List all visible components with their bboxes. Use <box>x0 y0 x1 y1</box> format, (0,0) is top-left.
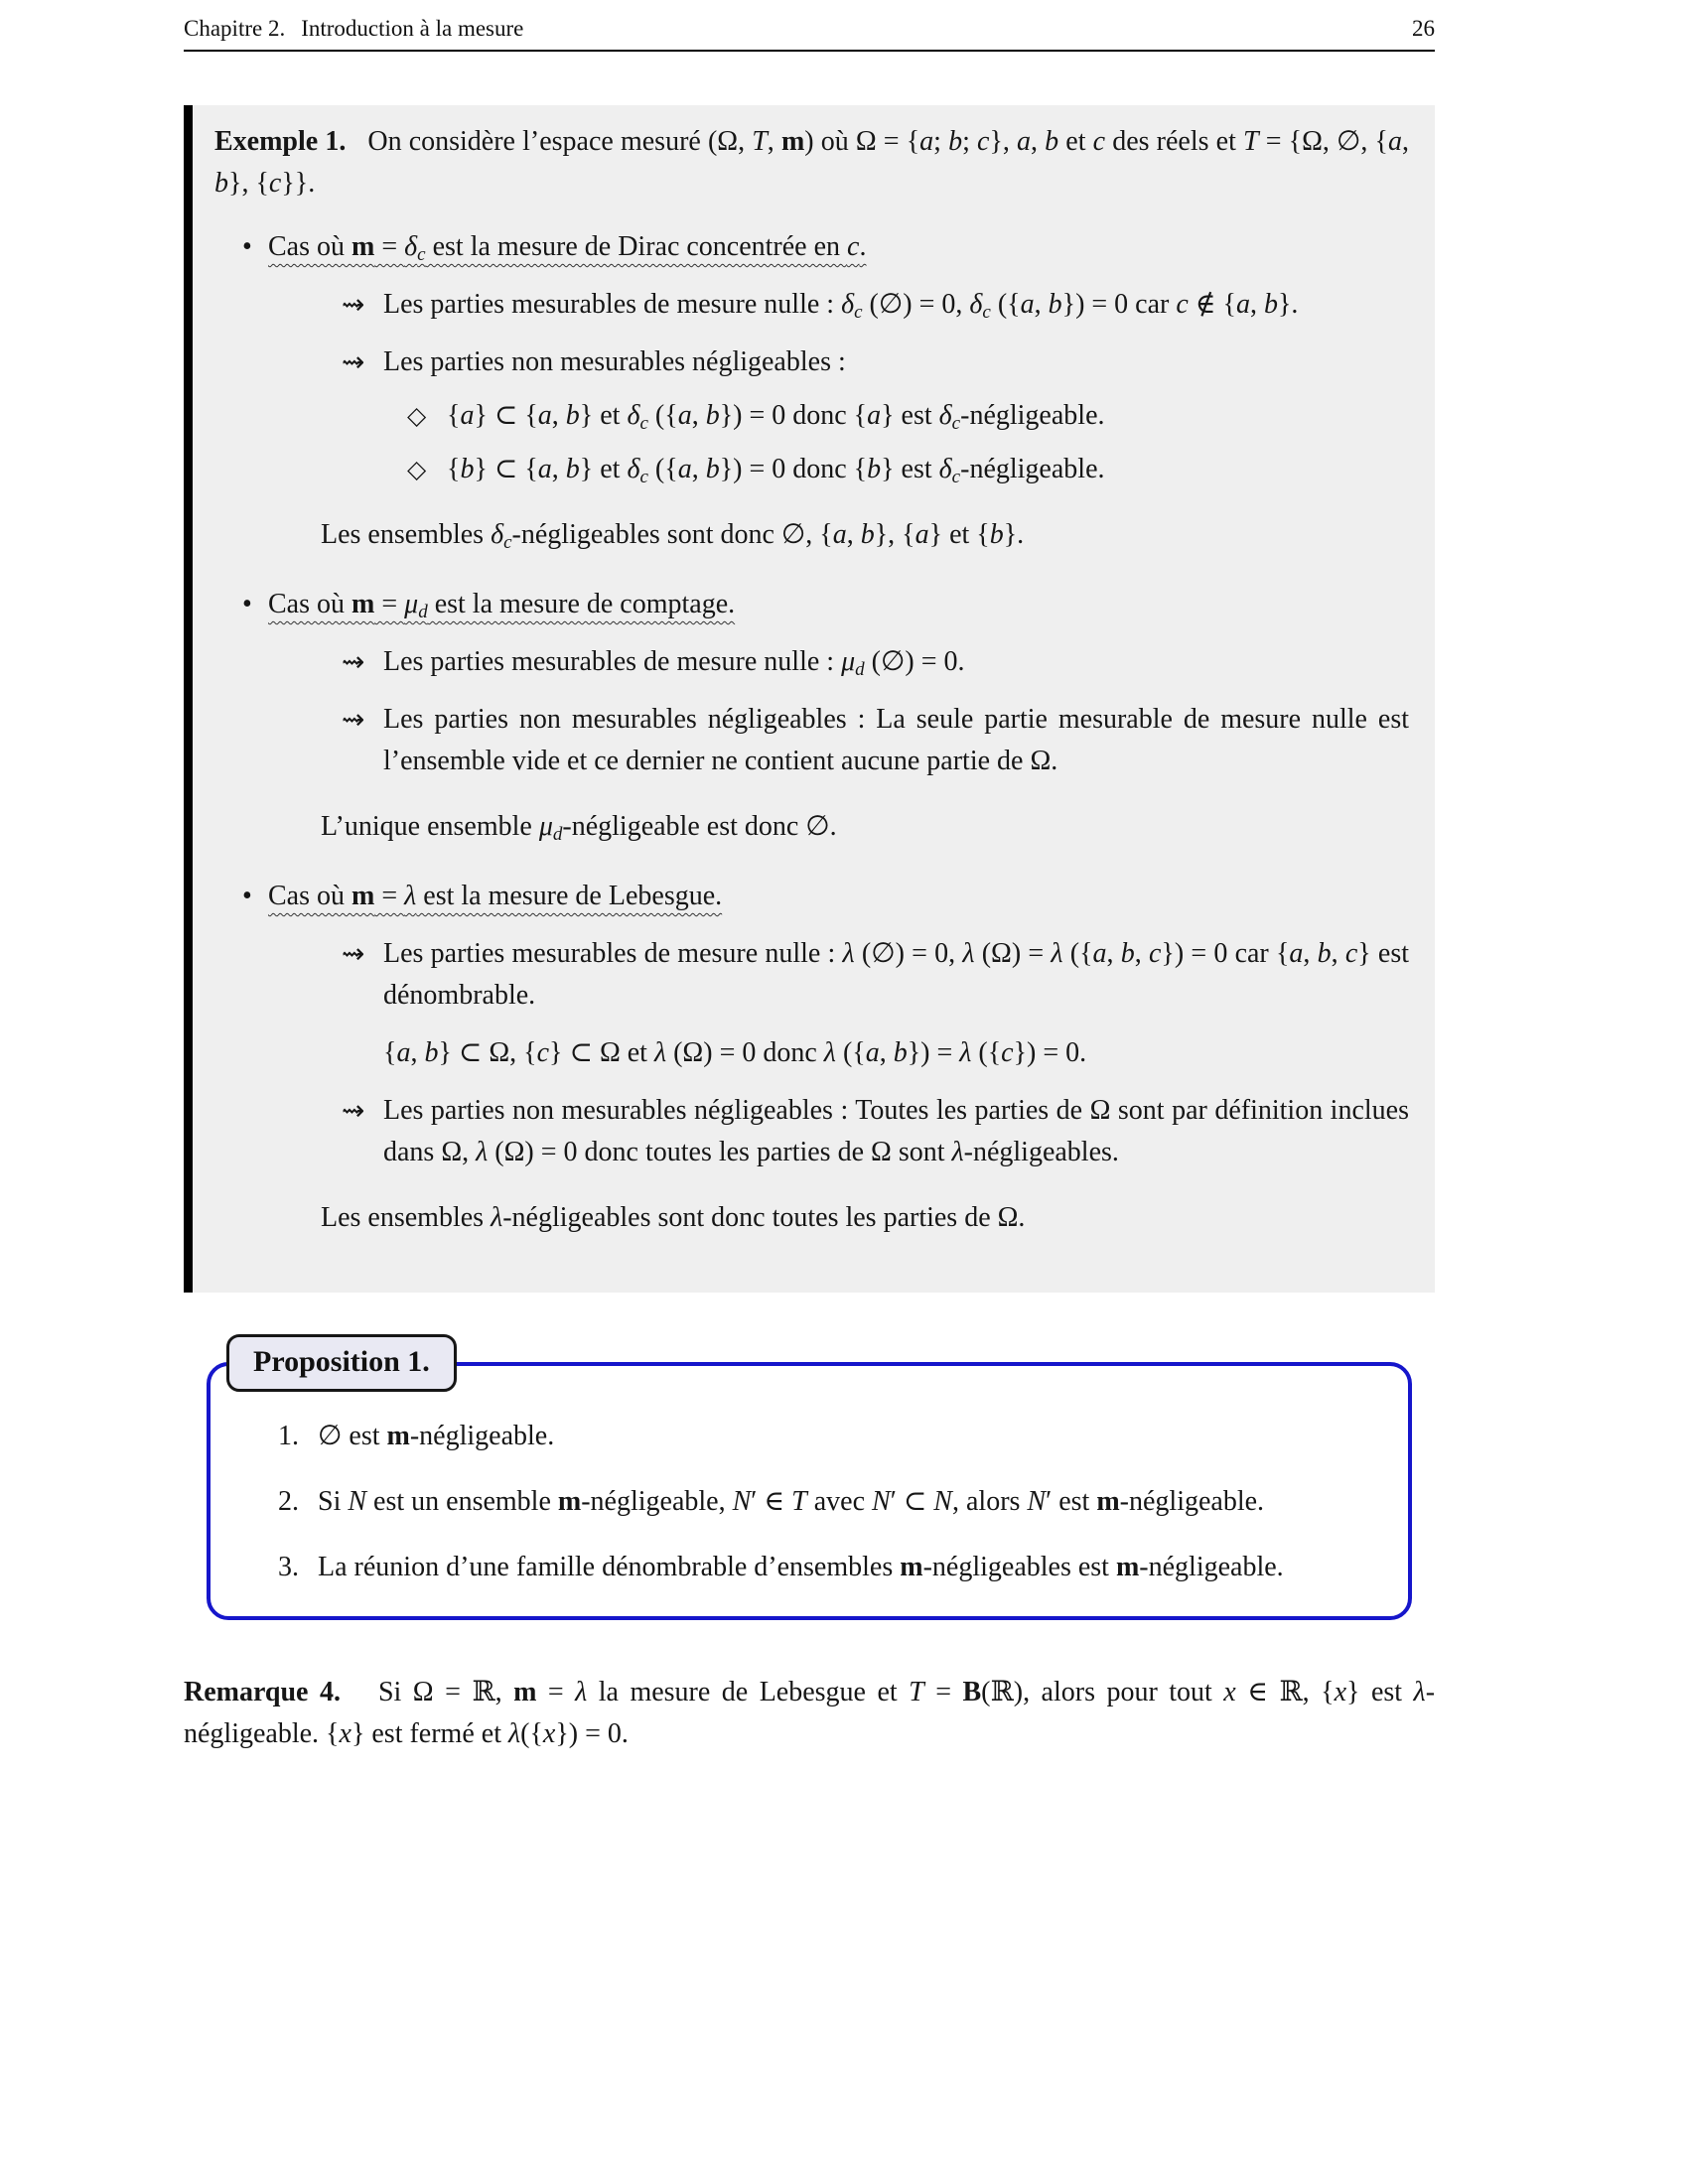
item-number: 2. <box>278 1486 299 1517</box>
squiggle-arrow-icon: ⇝ <box>342 288 365 321</box>
squiggle-arrow-icon: ⇝ <box>342 703 365 736</box>
arrow-item-text: Les parties mesurables de mesure nulle : $\delta_c$ (∅) = 0, $\delta_c$ ({a, b}) = 0 car c ∉ {a, b}. <box>383 289 1299 323</box>
diamond-item <box>407 449 1409 490</box>
item-number: 3. <box>278 1552 299 1582</box>
proposition-label: Proposition 1. <box>226 1334 457 1392</box>
arrow-item-text: Les parties non mesurables négligeables : La seule partie mesurable de mesure nulle est l’ensemble vide et ce dernier ne contient aucune partie de Ω. <box>383 704 1409 776</box>
case-lebesgue-title: Cas où m = λ est la mesure de Lebesgue. <box>268 881 723 911</box>
proposition-item-text: Si N est un ensemble m-négligeable, N′ ∈ T avec N′ ⊂ N, alors N′ est m-négligeable. <box>318 1486 1265 1517</box>
page-header <box>184 14 1435 52</box>
arrow-item <box>342 641 1409 683</box>
example-intro-text: On considère l’espace mesuré (Ω, T, m) où Ω = {a; b; c}, a, b et c des réels et T = {Ω, ∅, {a, b}, {c}}. <box>214 126 1409 199</box>
proposition-item-text: ∅ est m-négligeable. <box>318 1421 555 1451</box>
example-box <box>184 105 1435 1293</box>
case-dirac-section <box>242 226 1409 556</box>
arrow-item <box>342 341 1409 383</box>
remark-text: Si Ω = ℝ, m = λ la mesure de Lebesgue et T = B(ℝ), alors pour tout x ∈ ℝ, {x} est λ-négligeable. {x} est fermé et λ({x}) = 0. <box>184 1677 1436 1749</box>
arrow-item <box>342 933 1409 1017</box>
squiggle-arrow-icon: ⇝ <box>342 645 365 678</box>
remark-paragraph <box>184 1672 1435 1755</box>
bullet-icon: • <box>242 589 252 619</box>
chapter-title: Introduction à la mesure <box>301 16 524 41</box>
squiggle-arrow-icon: ⇝ <box>342 1094 365 1127</box>
case-lebesgue-title-row <box>242 876 1409 917</box>
case-dirac-title-row <box>242 226 1409 268</box>
case-lebesgue-continuation: {a, b} ⊂ Ω, {c} ⊂ Ω et λ (Ω) = 0 donc λ ({a, b}) = λ ({c}) = 0. <box>383 1037 1087 1068</box>
bullet-icon: • <box>242 231 252 262</box>
page-number: 26 <box>1412 16 1435 41</box>
case-counting-title: Cas où $m = \mu_d$ est la mesure de comptage. <box>268 589 736 622</box>
case-lebesgue-conclusion: Les ensembles λ-négligeables sont donc toutes les parties de Ω. <box>321 1202 1026 1233</box>
proposition-item <box>278 1416 1372 1457</box>
remark-label: Remarque 4. <box>184 1677 341 1707</box>
chapter-heading <box>184 14 523 44</box>
chapter-label: Chapitre 2. <box>184 16 286 41</box>
case-dirac-conclusion: Les ensembles $\delta_c$-négligeables sont donc ∅, {a, b}, {a} et {b}. <box>321 519 1025 553</box>
diamond-item <box>407 395 1409 437</box>
proposition-box <box>207 1345 1412 1620</box>
case-dirac-title: Cas où $m = \delta_c$ est la mesure de Dirac concentrée en c. <box>268 231 867 265</box>
bullet-icon: • <box>242 881 252 911</box>
proposition-section <box>184 1345 1435 1620</box>
diamond-icon: ◇ <box>407 455 427 483</box>
arrow-item-text: Les parties non mesurables négligeables : <box>383 346 846 377</box>
arrow-item <box>342 284 1409 326</box>
case-counting-title-row <box>242 584 1409 625</box>
arrow-item <box>342 1090 1409 1173</box>
case-counting-section <box>242 584 1409 848</box>
proposition-item <box>278 1481 1372 1523</box>
arrow-item <box>342 699 1409 782</box>
diamond-item-text: {b} ⊂ {a, b} et $\delta_c$ ({a, b}) = 0 donc {b} est $\delta_c$-négligeable. <box>447 454 1105 487</box>
arrow-item-text: Les parties mesurables de mesure nulle : $\mu_d$ (∅) = 0. <box>383 646 965 680</box>
item-number: 1. <box>278 1421 299 1451</box>
diamond-icon: ◇ <box>407 401 427 430</box>
arrow-item-text: Les parties non mesurables négligeables : Toutes les parties de Ω sont par définition inclues dans Ω, λ (Ω) = 0 donc toutes les parties de Ω sont λ-négligeables. <box>383 1095 1409 1167</box>
proposition-item <box>278 1547 1372 1588</box>
arrow-item-text: Les parties mesurables de mesure nulle : λ (∅) = 0, λ (Ω) = λ ({a, b, c}) = 0 car {a, b, c} est dénombrable. <box>383 938 1410 1011</box>
squiggle-arrow-icon: ⇝ <box>342 937 365 970</box>
example-intro <box>214 121 1409 205</box>
case-counting-conclusion: L’unique ensemble $\mu_d$-négligeable est donc ∅. <box>321 811 837 845</box>
example-label: Exemple 1. <box>214 126 347 157</box>
proposition-item-text: La réunion d’une famille dénombrable d’ensembles m-négligeables est m-négligeable. <box>318 1552 1284 1582</box>
squiggle-arrow-icon: ⇝ <box>342 345 365 378</box>
case-lebesgue-section <box>242 876 1409 1239</box>
diamond-item-text: {a} ⊂ {a, b} et $\delta_c$ ({a, b}) = 0 donc {a} est $\delta_c$-négligeable. <box>447 400 1105 434</box>
